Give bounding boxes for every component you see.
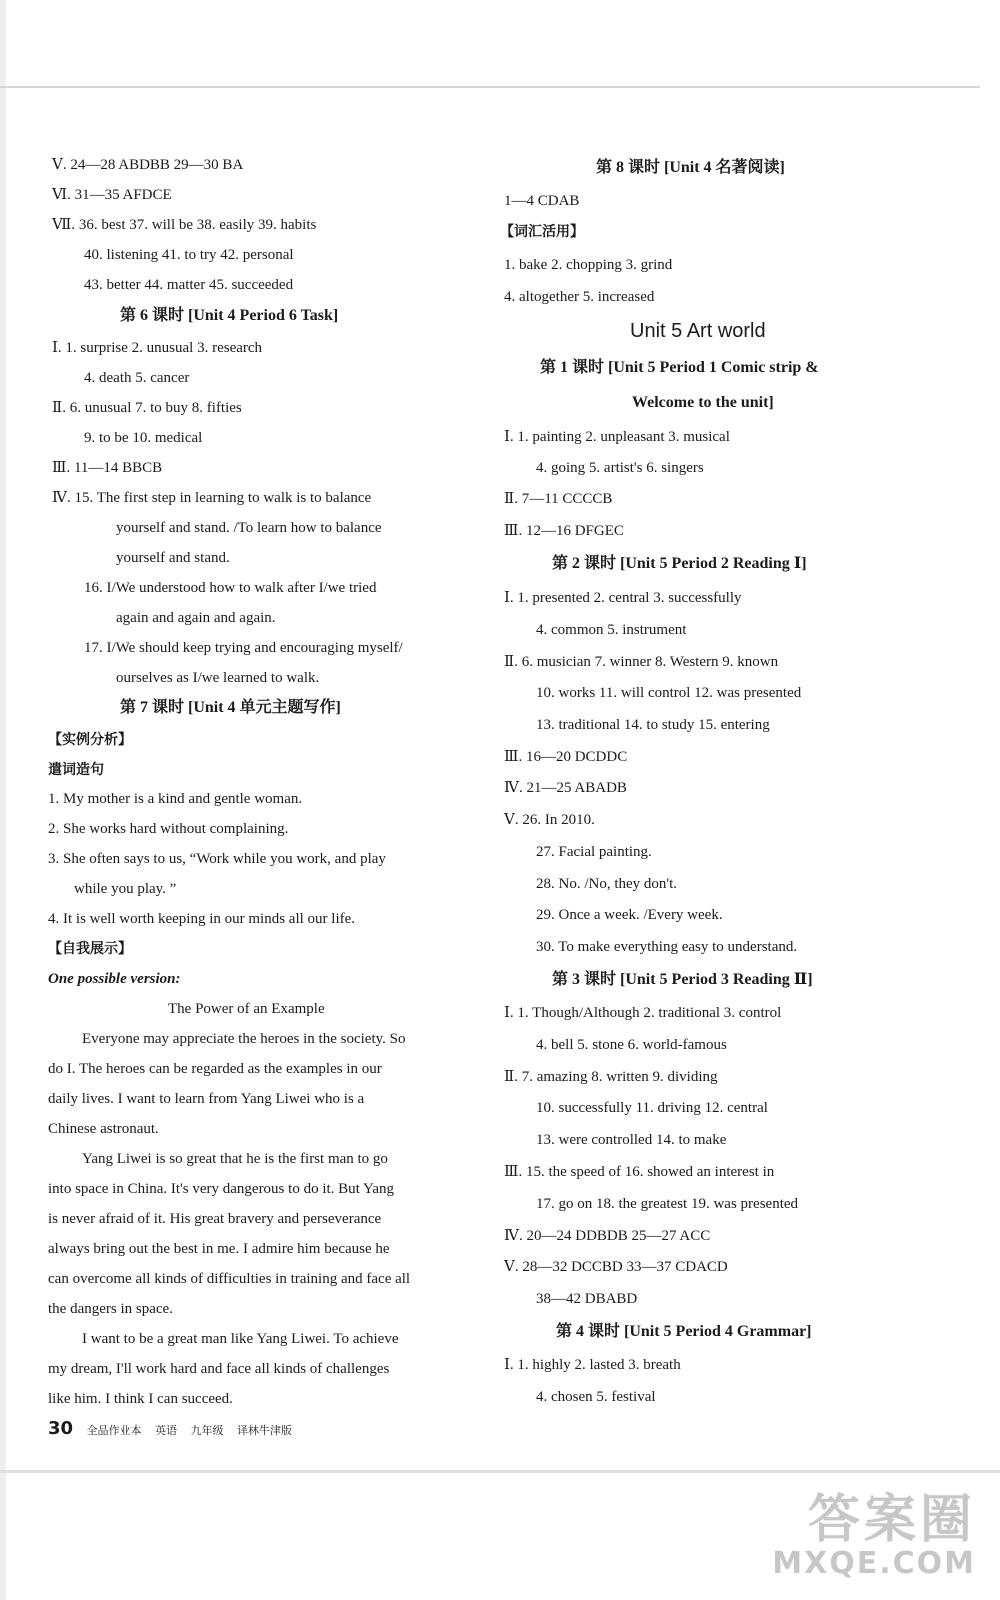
bottom-rule bbox=[0, 1470, 1000, 1473]
answer-line: yourself and stand. bbox=[116, 550, 230, 566]
essay-line: my dream, I'll work hard and face all kinds of challenges bbox=[48, 1361, 390, 1377]
answer-line: 38—42 DBABD bbox=[536, 1291, 638, 1307]
answer-line: 1. bake 2. chopping 3. grind bbox=[504, 257, 673, 273]
version-label: One possible version: bbox=[48, 971, 181, 987]
footer-subject: 英语 bbox=[155, 1424, 178, 1437]
answer-line: 16. I/We understood how to walk after I/we tried bbox=[84, 580, 377, 596]
lesson-heading-8: 第 8 课时 [Unit 4 名著阅读] bbox=[596, 159, 785, 176]
answer-line: Ⅰ. 1. painting 2. unpleasant 3. musical bbox=[504, 429, 730, 445]
lesson-heading-7: 第 7 课时 [Unit 4 单元主题写作] bbox=[120, 699, 341, 716]
essay-line: do I. The heroes can be regarded as the examples in our bbox=[48, 1061, 382, 1077]
watermark-text-url: MXQE.COM bbox=[772, 1546, 976, 1581]
answer-line: Ⅲ. 11—14 BBCB bbox=[52, 460, 163, 476]
essay-line: can overcome all kinds of difficulties in training and face all bbox=[48, 1271, 411, 1287]
answer-line: 2. She works hard without complaining. bbox=[48, 821, 289, 837]
lesson-heading-5-1-cont: Welcome to the unit] bbox=[632, 394, 774, 411]
answer-line: while you play. ” bbox=[74, 881, 177, 897]
footer-grade: 九年级 bbox=[190, 1424, 224, 1437]
answer-line: 4. It is well worth keeping in our minds all our life. bbox=[48, 911, 356, 927]
lesson-heading-5-3: 第 3 课时 [Unit 5 Period 3 Reading Ⅱ] bbox=[552, 971, 813, 988]
answer-line: 4. altogether 5. increased bbox=[504, 289, 655, 305]
answer-line: Ⅰ. 1. surprise 2. unusual 3. research bbox=[52, 340, 263, 356]
answer-line: Ⅶ. 36. best 37. will be 38. easily 39. habits bbox=[52, 217, 317, 233]
answer-line: 13. were controlled 14. to make bbox=[536, 1132, 727, 1148]
answer-line: 1—4 CDAB bbox=[504, 193, 580, 209]
answer-line: again and again and again. bbox=[116, 610, 276, 626]
answer-line: 10. successfully 11. driving 12. central bbox=[536, 1100, 768, 1116]
essay-line: always bring out the best in me. I admire him because he bbox=[48, 1241, 390, 1257]
essay-line: the dangers in space. bbox=[48, 1301, 173, 1317]
watermark-logo bbox=[772, 1492, 976, 1580]
lesson-heading-5-1: 第 1 课时 [Unit 5 Period 1 Comic strip & bbox=[540, 359, 819, 376]
page-number: 30 bbox=[48, 1418, 74, 1439]
footer-edition: 译林牛津版 bbox=[237, 1424, 293, 1437]
answer-line: Ⅰ. 1. presented 2. central 3. successfully bbox=[504, 590, 742, 606]
footer-book-name: 全品作业本 bbox=[86, 1424, 142, 1437]
essay-line: like him. I think I can succeed. bbox=[48, 1391, 233, 1407]
answer-line: 43. better 44. matter 45. succeeded bbox=[84, 277, 294, 293]
answer-line: Ⅳ. 20—24 DDBDB 25—27 ACC bbox=[504, 1228, 711, 1244]
answer-line: Ⅲ. 12—16 DFGEC bbox=[504, 523, 624, 539]
answer-line: 30. To make everything easy to understand. bbox=[536, 939, 798, 955]
essay-line: Yang Liwei is so great that he is the first man to go bbox=[82, 1151, 388, 1167]
answer-line: 17. I/We should keep trying and encouraging myself/ bbox=[84, 640, 403, 656]
essay-line: Chinese astronaut. bbox=[48, 1121, 159, 1137]
essay-line: daily lives. I want to learn from Yang Liwei who is a bbox=[48, 1091, 365, 1107]
section-label: 【自我展示】 bbox=[48, 941, 132, 957]
answer-line: Ⅴ. 28—32 DCCBD 33—37 CDACD bbox=[504, 1259, 728, 1275]
answer-line: 17. go on 18. the greatest 19. was presented bbox=[536, 1196, 799, 1212]
answer-line: Ⅴ. 24—28 ABDBB 29—30 BA bbox=[52, 157, 244, 173]
answer-line: 4. common 5. instrument bbox=[536, 622, 687, 638]
lesson-heading-5-2: 第 2 课时 [Unit 5 Period 2 Reading Ⅰ] bbox=[552, 555, 807, 572]
lesson-heading-5-4: 第 4 课时 [Unit 5 Period 4 Grammar] bbox=[556, 1323, 812, 1340]
answer-line: Ⅱ. 6. unusual 7. to buy 8. fifties bbox=[52, 400, 242, 416]
answer-line: 4. going 5. artist's 6. singers bbox=[536, 460, 704, 476]
answer-line: Ⅰ. 1. highly 2. lasted 3. breath bbox=[504, 1357, 681, 1373]
answer-line: yourself and stand. /To learn how to balance bbox=[116, 520, 382, 536]
essay-title: The Power of an Example bbox=[168, 1001, 325, 1017]
answer-line: Ⅰ. 1. Though/Although 2. traditional 3. control bbox=[504, 1005, 782, 1021]
answer-line: 40. listening 41. to try 42. personal bbox=[84, 247, 294, 263]
essay-line: I want to be a great man like Yang Liwei. To achieve bbox=[82, 1331, 399, 1347]
answer-line: Ⅱ. 7. amazing 8. written 9. dividing bbox=[504, 1069, 718, 1085]
watermark-text-cn: 答案圈 bbox=[807, 1490, 976, 1550]
answer-line: 4. death 5. cancer bbox=[84, 370, 190, 386]
section-label: 【实例分析】 bbox=[48, 732, 132, 748]
essay-line: is never afraid of it. His great bravery and perseverance bbox=[48, 1211, 382, 1227]
answer-line: 3. She often says to us, “Work while you work, and play bbox=[48, 851, 386, 867]
section-sublabel: 遣词造句 bbox=[48, 762, 104, 778]
answer-line: Ⅴ. 26. In 2010. bbox=[504, 812, 595, 828]
page-left-shadow bbox=[0, 0, 6, 1600]
essay-line: into space in China. It's very dangerous to do it. But Yang bbox=[48, 1181, 395, 1197]
answer-line: 27. Facial painting. bbox=[536, 844, 652, 860]
answer-line: Ⅳ. 21—25 ABADB bbox=[504, 780, 627, 796]
answer-line: 28. No. /No, they don't. bbox=[536, 876, 678, 892]
answer-line: 13. traditional 14. to study 15. entering bbox=[536, 717, 770, 733]
answer-line: Ⅳ. 15. The first step in learning to walk is to balance bbox=[52, 490, 372, 506]
section-label: 【词汇活用】 bbox=[500, 224, 584, 240]
unit-title: Unit 5 Art world bbox=[630, 320, 766, 342]
answer-line: 29. Once a week. /Every week. bbox=[536, 907, 723, 923]
top-rule bbox=[0, 86, 980, 88]
answer-line: Ⅲ. 16—20 DCDDC bbox=[504, 749, 628, 765]
answer-line: Ⅱ. 7—11 CCCCB bbox=[504, 491, 613, 507]
lesson-heading-6: 第 6 课时 [Unit 4 Period 6 Task] bbox=[120, 307, 339, 324]
essay-line: Everyone may appreciate the heroes in the society. So bbox=[82, 1031, 406, 1047]
answer-line: 1. My mother is a kind and gentle woman. bbox=[48, 791, 303, 807]
answer-line: Ⅱ. 6. musician 7. winner 8. Western 9. known bbox=[504, 654, 779, 670]
answer-line: 4. bell 5. stone 6. world-famous bbox=[536, 1037, 727, 1053]
answer-line: ourselves as I/we learned to walk. bbox=[116, 670, 320, 686]
answer-line: 4. chosen 5. festival bbox=[536, 1389, 656, 1405]
answer-line: 9. to be 10. medical bbox=[84, 430, 203, 446]
answer-line: Ⅲ. 15. the speed of 16. showed an interest in bbox=[504, 1164, 775, 1180]
page-footer bbox=[48, 1418, 302, 1439]
answer-line: 10. works 11. will control 12. was presented bbox=[536, 685, 802, 701]
answer-line: Ⅵ. 31—35 AFDCE bbox=[52, 187, 172, 203]
